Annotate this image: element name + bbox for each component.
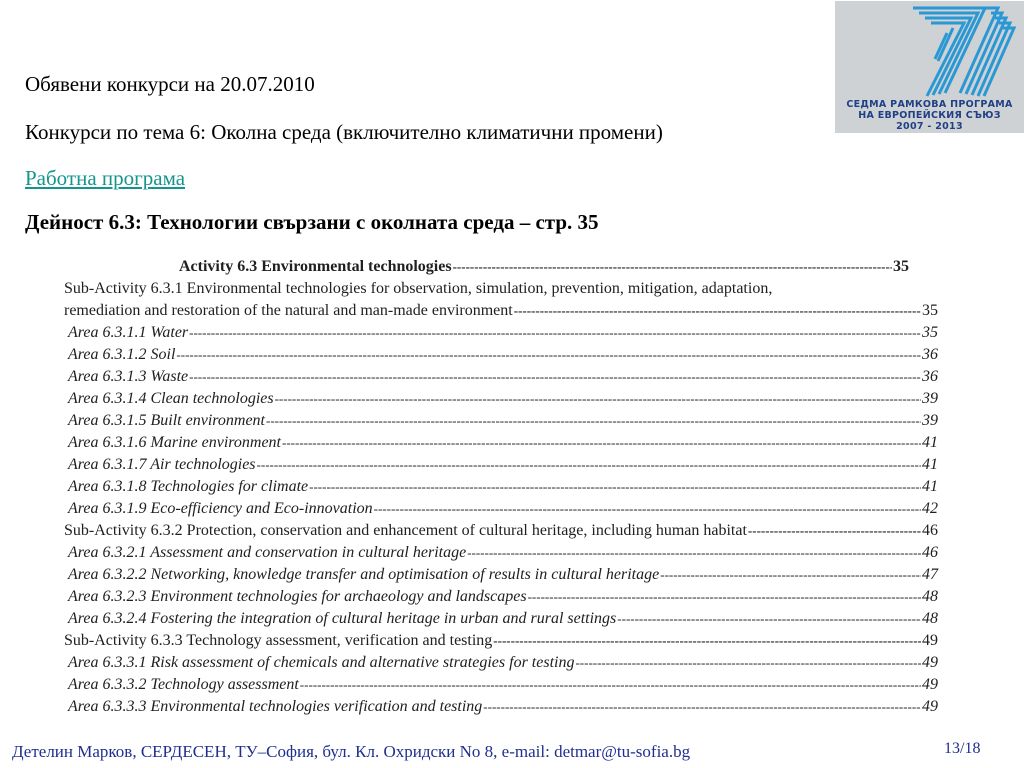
toc-page: 35 bbox=[922, 302, 938, 319]
toc-page: 35 bbox=[922, 324, 938, 341]
toc-leader bbox=[275, 391, 921, 407]
toc-area-row bbox=[68, 501, 938, 517]
toc-label: Area 6.3.1.3 Waste bbox=[68, 368, 189, 385]
theme-line: Конкурси по тема 6: Околна среда (включително климатични промени) bbox=[25, 120, 663, 144]
work-programme-link[interactable]: Работна програма bbox=[25, 166, 186, 190]
toc-leader bbox=[309, 479, 921, 495]
toc-page: 42 bbox=[922, 500, 938, 517]
toc-label: Area 6.3.1.5 Built environment bbox=[68, 412, 265, 429]
fp7-seven-logo-icon bbox=[835, 1, 1024, 101]
toc-leader bbox=[266, 413, 921, 429]
toc-page: 49 bbox=[922, 654, 938, 671]
toc-leader bbox=[528, 589, 921, 605]
toc-page: 48 bbox=[922, 610, 938, 627]
toc-label: Area 6.3.2.1 Assessment and conservation in cultural heritage bbox=[68, 544, 467, 561]
toc-leader bbox=[748, 523, 921, 539]
toc-area-row bbox=[68, 325, 938, 341]
toc-area-row bbox=[68, 479, 938, 495]
toc-area-row bbox=[68, 589, 938, 605]
toc-label: Area 6.3.2.2 Networking, knowledge transfer and optimisation of results in cultural heritage bbox=[68, 566, 660, 583]
toc-leader bbox=[483, 699, 921, 715]
toc-leader bbox=[176, 347, 921, 363]
toc-page: 46 bbox=[922, 522, 938, 539]
toc-page: 41 bbox=[922, 456, 938, 473]
toc-area-row bbox=[68, 347, 938, 363]
toc-sub-activity-3-row bbox=[64, 633, 938, 649]
toc-leader bbox=[257, 457, 921, 473]
toc-page: 36 bbox=[922, 346, 938, 363]
announcement-date-line: Обявени конкурси на 20.07.2010 bbox=[25, 72, 315, 96]
toc-area-row bbox=[68, 655, 938, 671]
logo-text-line1: СЕДМА РАМКОВА ПРОГРАМА bbox=[846, 99, 1013, 110]
toc-label: Activity 6.3 Environmental technologies bbox=[179, 258, 452, 275]
toc-label: Area 6.3.3.2 Technology assessment bbox=[68, 676, 299, 693]
toc-page: 36 bbox=[922, 368, 938, 385]
toc-area-row bbox=[68, 391, 938, 407]
toc-label: Area 6.3.1.4 Clean technologies bbox=[68, 390, 274, 407]
toc-label: Sub-Activity 6.3.2 Protection, conservation and enhancement of cultural heritage, including human habitat bbox=[64, 522, 747, 539]
toc-leader bbox=[575, 655, 921, 671]
toc-leader bbox=[189, 325, 921, 341]
toc-page: 41 bbox=[922, 478, 938, 495]
toc-label: remediation and restoration of the natural and man-made environment bbox=[64, 302, 513, 319]
toc-label: Area 6.3.1.2 Soil bbox=[68, 346, 176, 363]
toc-label: Area 6.3.1.7 Air technologies bbox=[68, 456, 256, 473]
logo-text-line3: 2007 - 2013 bbox=[896, 121, 963, 132]
toc-leader bbox=[453, 259, 892, 275]
toc-leader bbox=[493, 633, 921, 649]
logo-text-line2: НА ЕВРОПЕЙСКИЯ СЪЮЗ bbox=[858, 110, 1001, 121]
toc-area-row bbox=[68, 435, 938, 451]
toc-label: Area 6.3.1.8 Technologies for climate bbox=[68, 478, 309, 495]
toc-page: 49 bbox=[922, 632, 938, 649]
toc-page: 47 bbox=[922, 566, 938, 583]
toc-label: Area 6.3.2.4 Fostering the integration of cultural heritage in urban and rural settings bbox=[68, 610, 617, 627]
toc-activity-row bbox=[179, 259, 909, 275]
toc-area-row bbox=[68, 677, 938, 693]
toc-area-row bbox=[68, 611, 938, 627]
toc-page: 41 bbox=[922, 434, 938, 451]
toc-page: 46 bbox=[922, 544, 938, 561]
toc-page: 49 bbox=[922, 676, 938, 693]
toc-page: 48 bbox=[922, 588, 938, 605]
toc-leader bbox=[617, 611, 921, 627]
table-of-contents-image bbox=[62, 255, 942, 715]
toc-leader bbox=[514, 303, 921, 319]
toc-sub-activity-1-row bbox=[64, 303, 938, 319]
toc-sub-activity-2-row bbox=[64, 523, 938, 539]
slide-page-number: 13/18 bbox=[944, 740, 981, 757]
toc-area-row bbox=[68, 699, 938, 715]
toc-page: 39 bbox=[922, 412, 938, 429]
toc-label: Sub-Activity 6.3.3 Technology assessment, verification and testing bbox=[64, 632, 493, 649]
toc-area-row bbox=[68, 545, 938, 561]
toc-area-row bbox=[68, 413, 938, 429]
toc-page: 49 bbox=[922, 698, 938, 715]
toc-area-row bbox=[68, 457, 938, 473]
toc-leader bbox=[282, 435, 921, 451]
toc-label: Area 6.3.3.3 Environmental technologies verification and testing bbox=[68, 698, 483, 715]
toc-label: Area 6.3.1.6 Marine environment bbox=[68, 434, 281, 451]
toc-leader bbox=[467, 545, 921, 561]
toc-leader bbox=[374, 501, 921, 517]
toc-label: Area 6.3.2.3 Environment technologies for archaeology and landscapes bbox=[68, 588, 527, 605]
toc-leader bbox=[189, 369, 921, 385]
toc-page: 35 bbox=[893, 258, 909, 275]
toc-leader bbox=[300, 677, 921, 693]
toc-area-row bbox=[68, 567, 938, 583]
toc-label: Area 6.3.3.1 Risk assessment of chemicals and alternative strategies for testing bbox=[68, 654, 575, 671]
toc-label: Area 6.3.1.9 Eco-efficiency and Eco-innovation bbox=[68, 500, 373, 517]
toc-area-row bbox=[68, 369, 938, 385]
toc-page: 39 bbox=[922, 390, 938, 407]
toc-label: Area 6.3.1.1 Water bbox=[68, 324, 189, 341]
fp7-logo bbox=[835, 1, 1024, 133]
toc-leader bbox=[660, 567, 921, 583]
footer-author-contact: Детелин Марков, СЕРДЕСЕН, ТУ–София, бул. Кл. Охридски No 8, e-mail: detmar@tu-sofia.bg bbox=[12, 742, 691, 761]
activity-heading: Дейност 6.3: Технологии свързани с околната среда – стр. 35 bbox=[25, 210, 599, 234]
toc-sub-activity-1-line1: Sub-Activity 6.3.1 Environmental technologies for observation, simulation, prevention, mitigation, adaptation, bbox=[64, 280, 773, 297]
